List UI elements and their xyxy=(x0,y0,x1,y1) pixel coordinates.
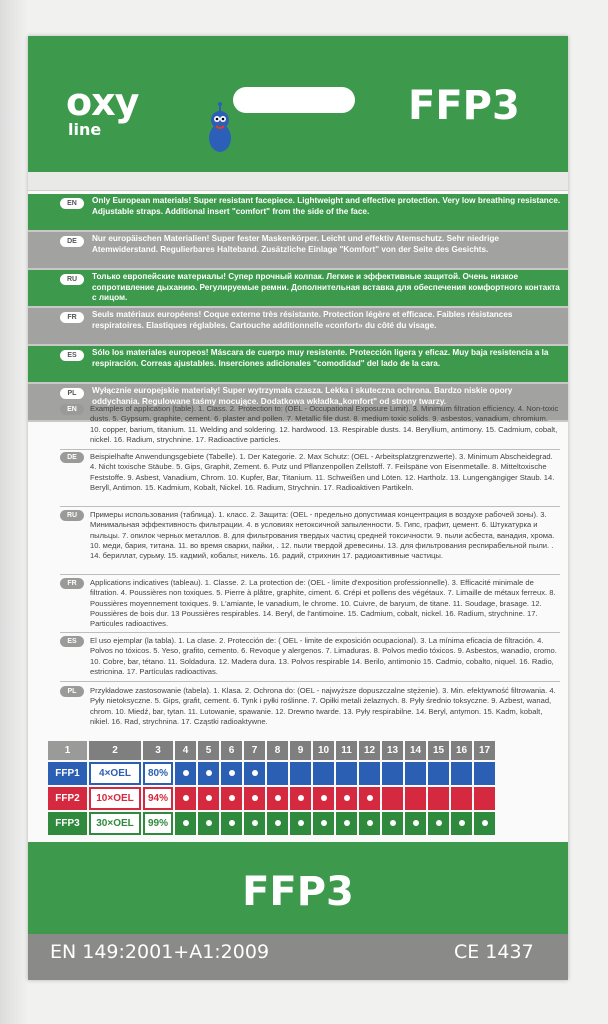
dot-icon xyxy=(183,795,189,801)
description-text: Seuls matériaux européens! Coque externe très résistante. Protection légère et efficace. Faibles résistances respiratoires. Elastiques réglables. Cartouche additionnelle «confort» du côté du visage. xyxy=(92,310,513,330)
class-cell: FFP1 xyxy=(48,762,87,785)
dot-icon xyxy=(482,820,488,826)
description-de xyxy=(28,232,568,268)
description-text: Nur europäischen Materialien! Super fester Maskenkörper. Leicht und effektiv Atemschutz. Sehr niedrige Atemwiderstand. Regulierbares Halteband. Zusätzliche Einlage "Komfort" von der Seite des Gesichts. xyxy=(92,234,499,254)
protected-cell xyxy=(198,762,219,785)
header-cell: 7 xyxy=(244,741,265,760)
protected-cell xyxy=(244,812,265,835)
lang-badge: EN xyxy=(60,404,84,415)
header-cell: 6 xyxy=(221,741,242,760)
dot-icon xyxy=(390,820,396,826)
dot-icon xyxy=(367,795,373,801)
unprotected-cell xyxy=(290,762,311,785)
dot-icon xyxy=(367,820,373,826)
protected-cell xyxy=(359,787,380,810)
protected-cell xyxy=(221,762,242,785)
divider xyxy=(60,449,560,450)
dot-icon xyxy=(229,770,235,776)
protected-cell xyxy=(244,787,265,810)
protected-cell xyxy=(451,812,472,835)
efficiency-cell: 80% xyxy=(143,762,173,785)
protection-table xyxy=(46,739,497,837)
ce-mark: CE 1437 xyxy=(454,941,534,963)
dot-icon xyxy=(436,820,442,826)
unprotected-cell xyxy=(359,762,380,785)
description-band xyxy=(28,194,568,422)
header-cell: 16 xyxy=(451,741,472,760)
hang-window xyxy=(233,87,355,113)
brand-sub: line xyxy=(68,120,102,139)
protected-cell xyxy=(267,812,288,835)
description-fr xyxy=(28,308,568,344)
table-header-row xyxy=(48,741,495,760)
oel-cell: 30×OEL xyxy=(89,812,141,835)
protected-cell xyxy=(474,812,495,835)
dot-icon xyxy=(321,820,327,826)
dot-icon xyxy=(183,820,189,826)
dot-icon xyxy=(183,770,189,776)
header-cell: 1 xyxy=(48,741,87,760)
dot-icon xyxy=(275,820,281,826)
table-row-ffp1 xyxy=(48,762,495,785)
application-text: Przykładowe zastosowanie (tabela). 1. Klasa. 2. Ochrona do: (OEL - najwyższe dopuszczalne stężenie). 3. Min. efektywność filtrowania. 4. Pyły nietoksyczne. 5. Gips, grafit, cement. 6. Tynk i pyłki roślinne. 7. Opiłki metali żelaznych. 8. Pyły średnio toksyczne. 9. Azbest, wanad, chrom. 10. Miedź, bar, tytan. 11. Lutowanie, spawanie. 12. Drewno twarde. 13. Pyły respirabilne. 14. Beryl, antymon. 15. Kadm, kobalt, nikiel. 16. Rad, strychnina. 17. Cząstki radioaktywne. xyxy=(90,686,556,726)
unprotected-cell xyxy=(405,787,426,810)
description-text: Wyłącznie europejskie materiały! Super wytrzymała czasza. Lekka i skuteczna ochrona. Bardzo niskie opory oddychania. Regulowane taśmy mocujące. Dodatkowa wkładka„komfort" od strony twarzy. xyxy=(92,386,513,406)
lang-badge: DE xyxy=(60,452,84,463)
protected-cell xyxy=(221,787,242,810)
protected-cell xyxy=(336,812,357,835)
header-cell: 2 xyxy=(89,741,141,760)
divider xyxy=(60,574,560,575)
dot-icon xyxy=(252,770,258,776)
lang-badge: RU xyxy=(60,274,84,285)
application-text: Applications indicatives (tableau). 1. Classe. 2. La protection de: (OEL - limite d'exposition professionnelle). 3. Efficacité minimale de filtration. 4. Poussières non toxiques. 5. Pierre à plâtre, graphite, ciment. 6. Crépi et pollens des végétaux. 7. Limaille de métaux ferreux. 8. Poussières moyennement toxiques. 9. L'amiante, le vanadium, le chrome. 10. Cuivre, de baryum, de titane. 11. Soudage, brasage. 12. Poussières de bois dur. 13 Poussières respirables. 14. Beryl, de l'antimoine. 15. Cadmium, cobalt, nickel. 16. Radium, strychnine. 17. Particules radioactives. xyxy=(90,578,556,629)
header-cell: 8 xyxy=(267,741,288,760)
package-box xyxy=(28,36,568,980)
protected-cell xyxy=(175,812,196,835)
header-cell: 5 xyxy=(198,741,219,760)
dot-icon xyxy=(252,820,258,826)
efficiency-cell: 99% xyxy=(143,812,173,835)
divider xyxy=(60,681,560,682)
unprotected-cell xyxy=(405,762,426,785)
product-title-bottom: FFP3 xyxy=(242,869,354,915)
unprotected-cell xyxy=(474,762,495,785)
product-title-top: FFP3 xyxy=(408,83,520,129)
description-en xyxy=(28,194,568,230)
lang-badge: RU xyxy=(60,510,84,521)
brand-logo xyxy=(66,80,206,160)
header-cell: 17 xyxy=(474,741,495,760)
header-cell: 12 xyxy=(359,741,380,760)
lang-badge: EN xyxy=(60,198,84,209)
dot-icon xyxy=(252,795,258,801)
unprotected-cell xyxy=(382,762,403,785)
application-text: Beispielhafte Anwendungsgebiete (Tabelle). 1. Der Kategorie. 2. Max Schutz: (OEL - Arbeitsplatzgrenzwerte). 3. Minimum Abscheidegrad. 4. Nicht toxische Stäube. 5. Gips, Graphit, Zement. 6. Putz und Pflanzenpollen Zellstoff. 7. Feilspäne von Eisenmetalle. 8. Mitteltoxische Feststoffe. 9. Asbest, Vanadium, Chrom. 10. Kupfer, Bar, Titanium. 11. Schweißen und Löten. 12. Hartholz. 13. Lungengängiger Staub. 14. Beryll, Antimon. 15. Kadmium, Kobalt, Nickel. 16. Radium, Strychnin. 17. Radioaktiven Partikeln. xyxy=(90,452,555,492)
dot-icon xyxy=(229,795,235,801)
application-text: El uso ejemplar (la tabla). 1. La clase. 2. Protección de: ( OEL - limite de exposición ocupacional). 3. La mínima eficacia de filtración. 4. Polvos no tóxicos. 5. Yeso, grafito, cemento. 6. Revoque y alergenos. 7. Limaduras. 8. Polvos medio tóxicos. 9. Asbestos, wanadio, cromo. 10. Cobre, bar, tétano. 11. Soldadura. 12. Madera dura. 13. Polvos respirable 14. Berilo, antimonio 15. Cadmio, cobalto, niquel. 16. Radio, estricnina. 17. Partículas radioactivas. xyxy=(90,636,557,676)
unprotected-cell xyxy=(336,762,357,785)
lang-badge: FR xyxy=(60,312,84,323)
protected-cell xyxy=(382,812,403,835)
header-cell: 13 xyxy=(382,741,403,760)
dot-icon xyxy=(321,795,327,801)
protected-cell xyxy=(244,762,265,785)
divider xyxy=(60,632,560,633)
header-cell: 3 xyxy=(143,741,173,760)
protected-cell xyxy=(198,787,219,810)
top-green-panel xyxy=(28,36,568,172)
brand-name: oxy xyxy=(66,80,139,124)
protected-cell xyxy=(175,762,196,785)
header-cell: 14 xyxy=(405,741,426,760)
unprotected-cell xyxy=(451,787,472,810)
unprotected-cell xyxy=(267,762,288,785)
protected-cell xyxy=(198,812,219,835)
protected-cell xyxy=(175,787,196,810)
description-ru xyxy=(28,270,568,306)
class-cell: FFP2 xyxy=(48,787,87,810)
lang-badge: ES xyxy=(60,636,84,647)
standard-label: EN 149:2001+A1:2009 xyxy=(50,941,270,963)
protected-cell xyxy=(313,812,334,835)
unprotected-cell xyxy=(313,762,334,785)
lang-badge: PL xyxy=(60,686,84,697)
description-es xyxy=(28,346,568,382)
dot-icon xyxy=(298,820,304,826)
protected-cell xyxy=(405,812,426,835)
header-cell: 11 xyxy=(336,741,357,760)
description-text: Only European materials! Super resistant facepiece. Lightweight and effective protection. Very low breathing resistance. Adjustable straps. Additional insert "comfort" from the side of the face. xyxy=(92,196,561,216)
dot-icon xyxy=(206,770,212,776)
dot-icon xyxy=(413,820,419,826)
header-cell: 9 xyxy=(290,741,311,760)
divider xyxy=(60,506,560,507)
unprotected-cell xyxy=(451,762,472,785)
lang-badge: DE xyxy=(60,236,84,247)
description-text: Sólo los materiales europeos! Máscara de cuerpo muy resistente. Protección ligera y eficaz. Muy baja resistencia a la respiración. Correas ajustables. Inserciones adicionales "comodidad" del lado de la cara. xyxy=(92,348,549,368)
oel-cell: 10×OEL xyxy=(89,787,141,810)
mascot-icon xyxy=(206,102,234,162)
protected-cell xyxy=(313,787,334,810)
efficiency-cell: 94% xyxy=(143,787,173,810)
protected-cell xyxy=(336,787,357,810)
dot-icon xyxy=(206,795,212,801)
unprotected-cell xyxy=(474,787,495,810)
flap-fold xyxy=(28,172,568,191)
application-text: Examples of application (table). 1. Class. 2. Protection to: (OEL - Occupational Exposure Limit). 3. Minimum filtration efficiency. 4. Non-toxic dusts. 5. Gypsum, graphite, cement. 6. plaster and pollen. 7. Metallic file dust. 8. medium toxic solids. 9. asbestos, vanadium, chromium. 10. copper, barium, titanium. 11. Welding and soldering. 12. hardwood. 13. Respirable dusts. 14. Beryllium, antimony. 15. Cadmium, cobalt, nickel. 16. Radium, strychnine. 17. Radioactive particles. xyxy=(90,404,559,444)
description-text: Только европейские материалы! Супер прочный колпак. Легкие и эффективные защитой. Очень низкое сопротивление дыханию. Регулируемые ремни. Дополнительная вставка для обеспечения комфортного контакта с лицом. xyxy=(92,272,560,302)
protected-cell xyxy=(290,812,311,835)
header-cell: 10 xyxy=(313,741,334,760)
dot-icon xyxy=(459,820,465,826)
class-cell: FFP3 xyxy=(48,812,87,835)
unprotected-cell xyxy=(382,787,403,810)
header-cell: 4 xyxy=(175,741,196,760)
lang-badge: PL xyxy=(60,388,84,399)
table-row-ffp3 xyxy=(48,812,495,835)
protected-cell xyxy=(428,812,449,835)
table-row-ffp2 xyxy=(48,787,495,810)
dot-icon xyxy=(275,795,281,801)
protected-cell xyxy=(359,812,380,835)
header-cell: 15 xyxy=(428,741,449,760)
unprotected-cell xyxy=(428,787,449,810)
protected-cell xyxy=(267,787,288,810)
dot-icon xyxy=(344,820,350,826)
unprotected-cell xyxy=(428,762,449,785)
application-text: Примеры использования (таблица). 1. класс. 2. Защита: (OEL - предельно допустимая концентрация в воздухе рабочей зоны). 3. Минимальная эффективность фильтрации. 4. в условиях нетоксичной запыленности. 5. Гипс, графит, цемент. 6. Штукатурка и пыльцы. 7. опилок черных металлов. 8. для фильтрования твердых частиц средней токсичности. 9. пыли асбеста, ванадия, хрома. 10. меди, бария, титана. 11. во время сварки, пайки, . 12. пыли твердой древесины. 13. для фильтрования респирабельной пыли. . 14. бериллат, сурьму. 15. кадмий, кобальт, никель. 16. радий, стрихнин 17. радиоактивные частицы. xyxy=(90,510,555,561)
lang-badge: FR xyxy=(60,578,84,589)
protected-cell xyxy=(221,812,242,835)
lang-badge: ES xyxy=(60,350,84,361)
oel-cell: 4×OEL xyxy=(89,762,141,785)
dot-icon xyxy=(206,820,212,826)
protected-cell xyxy=(290,787,311,810)
background-shadow xyxy=(0,0,28,1024)
dot-icon xyxy=(344,795,350,801)
dot-icon xyxy=(298,795,304,801)
dot-icon xyxy=(229,820,235,826)
